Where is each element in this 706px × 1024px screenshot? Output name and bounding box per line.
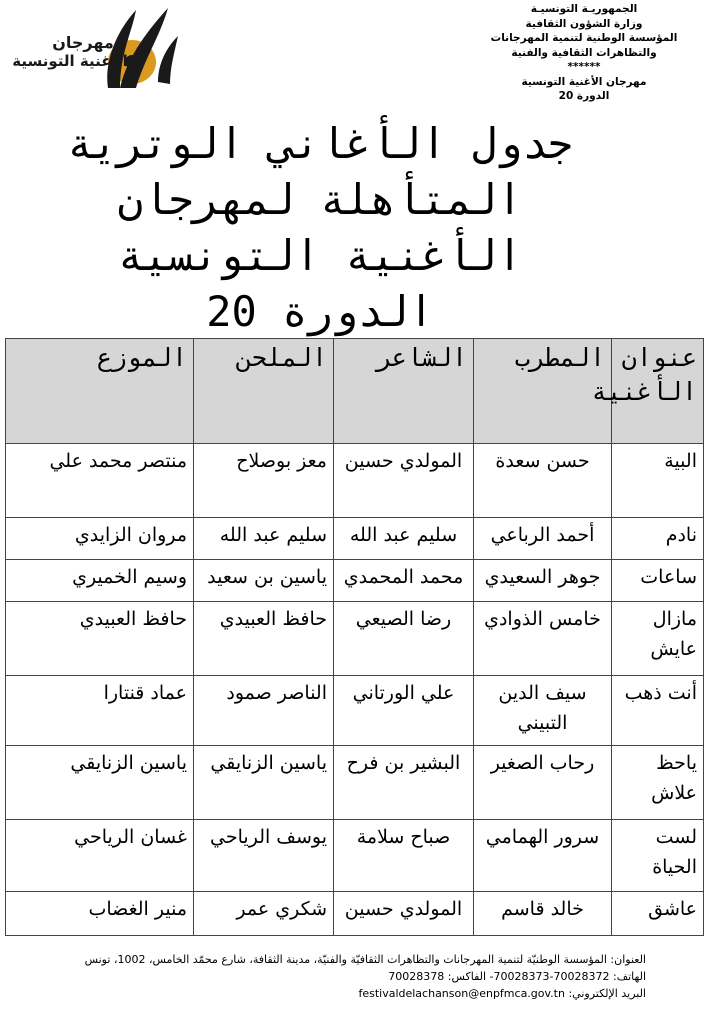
cell-song-title: لست الحياة — [612, 820, 704, 892]
header-singer: المطرب — [474, 339, 612, 444]
header-song-title: عنوان الأغنية — [612, 339, 704, 444]
cell-song-title: ساعات — [612, 560, 704, 602]
title-line: جدول الأغاني الوترية — [67, 119, 573, 168]
cell-composer: شكري عمر — [194, 892, 334, 936]
header-line: مهرجان الأغنية التونسية — [521, 75, 647, 88]
cell-song-title: ياحظ علاش — [612, 746, 704, 820]
festival-logo — [8, 2, 183, 92]
cell-song-title: مازال عايش — [612, 602, 704, 676]
cell-poet: سليم عبد الله — [334, 518, 474, 560]
cell-composer: يوسف الرياحي — [194, 820, 334, 892]
cell-poet: المولدي حسين — [334, 892, 474, 936]
cell-arranger: غسان الرياحي — [6, 820, 194, 892]
songs-table — [5, 338, 704, 936]
table-row — [6, 602, 704, 676]
cell-arranger: ياسين الزنايقي — [6, 746, 194, 820]
cell-arranger: عماد قنتارا — [6, 676, 194, 746]
cell-singer: خالد قاسم — [474, 892, 612, 936]
table-row — [6, 518, 704, 560]
cell-composer: حافظ العبيدي — [194, 602, 334, 676]
cell-poet: المولدي حسين — [334, 444, 474, 518]
table-row — [6, 444, 704, 518]
cell-song-title: عاشق — [612, 892, 704, 936]
cell-singer: خامس الذوادي — [474, 602, 612, 676]
header-composer: الملحن — [194, 339, 334, 444]
table-row — [6, 892, 704, 936]
footer-email: البريد الإلكتروني: festivaldelachanson@enpfmca.gov.tn — [358, 987, 646, 1000]
title-line: الدورة 20 — [206, 287, 434, 336]
table-row — [6, 676, 704, 746]
title-line: المتأهلة لمهرجان — [117, 175, 523, 224]
lute-logo-icon — [8, 2, 183, 92]
table-header-row — [6, 339, 704, 444]
page-title — [20, 116, 620, 340]
cell-poet: البشير بن فرح — [334, 746, 474, 820]
table-row — [6, 746, 704, 820]
cell-singer: سرور الهمامي — [474, 820, 612, 892]
cell-singer: أحمد الرباعي — [474, 518, 612, 560]
footer-contact — [6, 951, 646, 1002]
cell-singer: سيف الدين التبيني — [474, 676, 612, 746]
table-row — [6, 820, 704, 892]
cell-poet: رضا الصيعي — [334, 602, 474, 676]
cell-poet: صباح سلامة — [334, 820, 474, 892]
title-line: الأغنية التونسية — [117, 231, 523, 280]
cell-arranger: مروان الزايدي — [6, 518, 194, 560]
cell-arranger: منتصر محمد علي — [6, 444, 194, 518]
cell-composer: الناصر صمود — [194, 676, 334, 746]
header-poet: الشاعر — [334, 339, 474, 444]
header-line: ****** — [567, 61, 601, 73]
footer-address: العنوان: المؤسسة الوطنيّة لتنمية المهرجانات والتظاهرات الثقافيّة والفنيّة، مدينة الثقافة، شارع محمّد الخامس، 1002، تونس — [84, 953, 646, 966]
header-line: وزارة الشؤون الثقافية — [525, 17, 643, 30]
cell-arranger: حافظ العبيدي — [6, 602, 194, 676]
cell-song-title: أنت ذهب — [612, 676, 704, 746]
cell-song-title: البية — [612, 444, 704, 518]
cell-composer: ياسين بن سعيد — [194, 560, 334, 602]
logo-text-line1: مهرجان — [52, 33, 114, 52]
cell-singer: حسن سعدة — [474, 444, 612, 518]
header-line: الدورة 20 — [558, 90, 610, 102]
cell-composer: معز بوصلاح — [194, 444, 334, 518]
logo-text-line2: الأغنية التونسية — [12, 52, 128, 70]
header-line: المؤسسة الوطنية لتنمية المهرجانات — [490, 32, 678, 44]
cell-composer: سليم عبد الله — [194, 518, 334, 560]
cell-poet: محمد المحمدي — [334, 560, 474, 602]
cell-singer: رحاب الصغير — [474, 746, 612, 820]
header-line: والتظاهرات الثقافية والفنية — [511, 46, 657, 59]
cell-arranger: منير الغضاب — [6, 892, 194, 936]
cell-song-title: نادم — [612, 518, 704, 560]
ministry-header — [484, 2, 684, 104]
cell-singer: جوهر السعيدي — [474, 560, 612, 602]
footer-phone: الهاتف: 70028372-70028373- الفاكس: 70028378 — [388, 970, 646, 983]
cell-poet: علي الورتاني — [334, 676, 474, 746]
cell-arranger: وسيم الخميري — [6, 560, 194, 602]
header-line: الجمهوريـة التونسيـة — [530, 3, 638, 15]
header-arranger: الموزع — [6, 339, 194, 444]
cell-composer: ياسين الزنايقي — [194, 746, 334, 820]
table-row — [6, 560, 704, 602]
